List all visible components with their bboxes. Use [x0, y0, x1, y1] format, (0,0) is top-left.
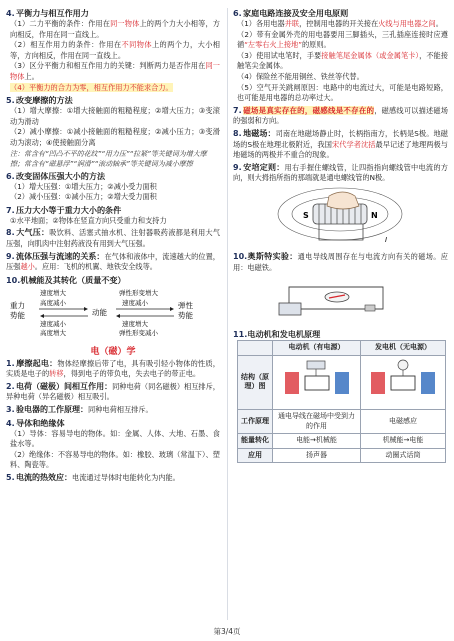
table-row: [238, 434, 446, 449]
gravity-potential-label-2: 势能: [10, 310, 25, 320]
section-fluid: 9.流体压强与流速的关系：在气体和液体中，流速越大的位置，压强越小。应用：飞机的机翼、地铁安全线等。: [6, 251, 220, 272]
paragraph: （5）空气开关跳闸原因：电路中的电流过大，可能是电路短路，也可能是用电器的总功率过大。: [237, 82, 448, 103]
table-cell: 通电导线在磁场中受到力的作用: [273, 410, 361, 434]
condition-height-increase: 高度增大: [40, 328, 66, 337]
section-number: 10.: [6, 274, 21, 285]
section-electroscope: 3.验电器的工作原理：同种电荷相互排斥。: [6, 405, 153, 415]
section-number: 7.: [6, 204, 15, 215]
energy-conversion-diagram: [6, 286, 220, 338]
section-charge-interaction: 2.电荷（磁极）间相互作用：同种电荷（同名磁极）相互排斥，异种电荷（异名磁极）相互吸引。: [6, 381, 220, 402]
section-number: 9.: [233, 162, 242, 172]
section-title: 导体和绝缘体: [16, 417, 65, 428]
paragraph: （1）增大摩擦：①增大接触面的粗糙程度；②增大压力；③变滚动为滑动: [10, 106, 220, 126]
table-row: [238, 355, 446, 410]
pole-label-n: N: [371, 210, 378, 220]
section-number: 5.: [6, 473, 15, 483]
current-label: I: [385, 235, 388, 244]
arrowhead-right: [84, 307, 88, 311]
table-cell: 电磁感应: [361, 410, 446, 434]
section-number: 6.: [6, 170, 15, 181]
section-title: 验电器的工作原理：: [16, 405, 88, 415]
section-number: 5.: [6, 95, 15, 106]
section-title: 电流的热效应：: [16, 473, 72, 483]
section-title: 家庭电路连接及安全用电原则: [243, 8, 349, 18]
generator-diagram: [363, 358, 443, 404]
battery: [279, 303, 301, 315]
arrowhead-right: [170, 307, 174, 311]
motor-generator-table: [237, 340, 446, 463]
section-conductors: [6, 418, 220, 471]
section-number: 6.: [233, 8, 242, 18]
condition-deformation-decrease: 弹性形变减小: [119, 328, 158, 337]
motor-diagram-cell: [273, 355, 361, 410]
paragraph: （2）绝缘体：不容易导电的物体。如：橡胶、玻璃（常温下）、塑料、陶瓷等。: [10, 449, 220, 470]
condition-height-decrease: 高度减小: [40, 298, 66, 307]
section-title: 电动机和发电机原理: [247, 329, 321, 340]
generator-diagram-cell: [361, 355, 446, 410]
table-cell: 扬声器: [273, 448, 361, 463]
electromagnetism-heading: 电（磁）学: [90, 346, 136, 357]
section-number: 9.: [6, 251, 15, 261]
paragraph: （2）带有金属外壳的用电器要用三脚插头，三孔插座连接时应遵循“左零右火上接地”的原则。: [237, 29, 448, 50]
oersted-experiment-figure: [233, 273, 448, 323]
paragraph: （1）各用电器并联，控制用电器的开关接在火线与用电器之间。: [237, 19, 443, 28]
section-number: 2.: [6, 381, 15, 391]
row-header: 工作原理: [238, 410, 273, 434]
paragraph: ①水平地面；②物体在竖直方向只受重力和支持力: [10, 215, 167, 225]
right-column: [233, 8, 448, 465]
condition-speed-increase-2: 速度增大: [122, 319, 148, 328]
elastic-potential-label: 弹性: [178, 300, 193, 310]
section-title: 改变固体压强大小的方法: [16, 170, 106, 181]
column-divider: [227, 8, 228, 620]
arrowhead-left: [116, 314, 120, 318]
section-heat-effect: 5.电流的热效应：电流通过导体时电能转化为内能。: [6, 473, 180, 483]
paragraph: （2）相互作用力的条件：作用在不同物体上的两个力，大小相等，方向相反，作用在同一直线上。: [10, 40, 220, 60]
paragraph: （3）使用试电笔时，手要接触笔尾金属体（或金属笔卡），不能接触笔尖金属体。: [237, 50, 448, 71]
section-ampere-rule: 9.安培定则：用右手握住螺线管，让四指指向螺线管中电流的方向，则大拇指所指的那端就是通电螺线管的N极。 S N I: [233, 162, 448, 244]
section-title: 磁场是真实存在的，磁感线是不存在的: [243, 105, 375, 115]
solenoid-figure: [233, 184, 448, 246]
condition-deformation-increase: 弹性形变增大: [119, 288, 158, 297]
section-number: 1.: [6, 358, 15, 368]
section-title: 地磁场：: [243, 128, 276, 138]
section-number: 10.: [233, 251, 248, 261]
switch: [365, 305, 375, 311]
section-pressure: [6, 171, 220, 203]
row-header: 结构（原理）图: [238, 355, 273, 410]
section-number: 3.: [6, 405, 15, 415]
wire: [319, 224, 363, 240]
section-title: 平衡力与相互作用力: [16, 8, 89, 18]
table-cell: 机械能→电能: [361, 434, 446, 449]
section-title: 压力大小等于重力大小的条件: [16, 204, 122, 215]
elastic-potential-label-2: 势能: [178, 310, 193, 320]
arrowhead-left: [40, 314, 44, 318]
table-cell: 电能→机械能: [273, 434, 361, 449]
section-oersted: 10.奥斯特实验：通电导线周围存在与电流方向有关的磁场。应用：电磁铁。: [233, 252, 448, 327]
paragraph: （4）保险丝不能用铜丝、铁丝等代替。: [237, 71, 364, 81]
left-column: [6, 8, 220, 486]
section-title: 奥斯特实验：: [247, 251, 298, 261]
section-geomagnetism: 8.地磁场：司南在地磁场静止时，长柄指南方，长柄是S极。地磁场的S极在地理北极附近，我国宋代学者沈括最早记述了地理两极与地磁场的两极并不重合的现象。: [233, 128, 448, 160]
section-motor-generator: [233, 329, 448, 463]
paragraph: （1）二力平衡的条件：作用在同一物体上的两个力大小相等，方向相反，作用在同一直线上。: [10, 19, 220, 39]
paragraph: （2）减小摩擦：①减小接触面的粗糙程度；②减小压力；③变滑动为滚动；④使接触面分离: [10, 127, 220, 147]
paragraph-highlight: （4）平衡力的合力为零，相互作用力不能求合力。: [10, 82, 173, 92]
section-balance-force: [6, 8, 220, 93]
row-header: 应用: [238, 448, 273, 463]
section-atmosphere: 8.大气压：吸饮料、活塞式抽水机、注射器吸药液都是利用大气压强，向肌肉中注射药液没有用到大气压强。: [6, 228, 221, 248]
section-number: 8.: [233, 128, 242, 138]
kinetic-energy-label: 动能: [92, 307, 107, 317]
section-title: 流体压强与流速的关系：: [16, 251, 105, 261]
section-number: 11.: [233, 329, 248, 340]
paragraph: （1）增大压强：①增大压力；②减小受力面积: [10, 181, 157, 191]
section-number: 4.: [6, 8, 15, 18]
motor-diagram: [277, 358, 357, 404]
section-friction-charge: 1.摩擦起电：物体经摩擦后带了电，具有吸引轻小物体的性质，实质是电子的转移，得到电子的带负电，失去电子的带正电。: [6, 358, 220, 379]
condition-speed-decrease: 速度减小: [40, 319, 66, 328]
section-title: 大气压：: [16, 228, 50, 238]
section-household-circuit: [233, 8, 448, 104]
gravity-potential-label: 重力: [10, 300, 25, 310]
page-number: 第3/4页: [213, 627, 241, 636]
right-hand-shape: [327, 192, 359, 209]
table-row: [238, 410, 446, 434]
row-header: 能量转化: [238, 434, 273, 449]
column-header-motor: 电动机（有电源）: [273, 341, 361, 356]
table-row: [238, 448, 446, 463]
section-title: 安培定则：: [243, 162, 285, 172]
section-number: 4.: [6, 417, 15, 428]
table-cell: 动圈式话筒: [361, 448, 446, 463]
section-magnetic-field: 7.磁场是真实存在的，磁感线是不存在的，磁感线可以描述磁场的强弱和方向。: [233, 105, 448, 126]
section-pressure-gravity: [6, 205, 220, 227]
paragraph: （1）导体：容易导电的物体。如：金属、人体、大地、石墨、食盐水等。: [10, 428, 220, 449]
section-title: 改变摩擦的方法: [16, 95, 73, 106]
section-title: 摩擦起电：: [16, 358, 58, 368]
section-title: 电荷（磁极）间相互作用：: [16, 381, 113, 391]
note: 注：常含有“凹凸不平的花纹”“用力压”“拉紧”等关键词为增大摩擦；常含有“磁悬浮”“润滑”“滚动轴承”等关键词为减小摩擦: [10, 149, 207, 168]
paragraph: （2）减小压强：①减小压力；②增大受力面积: [10, 192, 157, 202]
condition-speed-increase: 速度增大: [40, 288, 66, 297]
paragraph: （3）区分平衡力和相互作用力的关键：判断两力是否作用在同一物体上。: [10, 61, 220, 81]
pole-label-s: S: [303, 210, 309, 220]
table-corner: [238, 341, 273, 356]
condition-speed-decrease-2: 速度减小: [122, 298, 148, 307]
table-header-row: [238, 341, 446, 356]
section-number: 8.: [6, 228, 15, 238]
section-mechanical-energy: [6, 275, 220, 342]
section-number: 7.: [233, 105, 242, 115]
section-title: 机械能及其转化（质量不变）: [20, 274, 126, 285]
section-friction: [6, 95, 220, 168]
column-header-generator: 发电机（无电源）: [361, 341, 446, 356]
